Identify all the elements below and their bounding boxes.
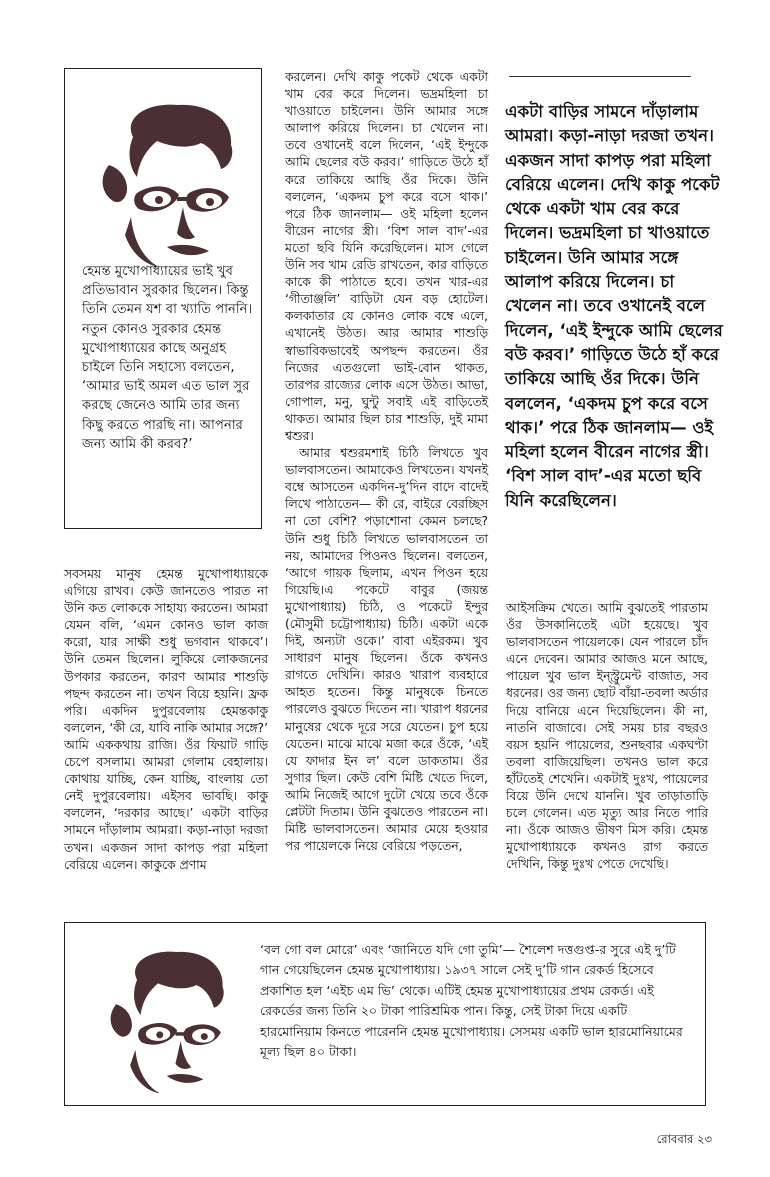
middle-paragraph-1: করলেন। দেখি কাকু পকেট থেকে একটা খাম বের করে দিলেন। ভদ্রমহিলা চা খাওয়াতে চাইলেন। উনি আমার সঙ্গে আলাপ করিয়ে দিলেন। চা খেলেন না। তবে ওখানেই বলে দিলেন, ‘এই ইন্দুকে আমি ছেলের বউ করব।’ গাড়িতে উঠে হাঁ করে তাকিয়ে আছি ওঁর দিকে। উনি বললেন, ‘একদম চুপ করে বসে থাক।’ পরে ঠিক জানলাম— ওই মহিলা হলেন বীরেন নাগের স্ত্রী। ‘বিশ সাল বাদ’-এর মতো ছবি যিনি করেছিলেন। মাস গেলে উনি সব খাম রেডি রাখতেন, কার বাড়িতে কাকে কী পাঠাতে হবে। তখন খার-এর ‘গীতাঞ্জলি’ বাড়িটা যেন বড় হোটেল। কলকাতার যে কোনও লোক বম্বে এলে, এখানেই উঠত। আর আমার শাশুড়ি স্বাভাবিকভাবেই অপছন্দ করতেন। ওঁর নিজের এতগুলো ভাই-বোন থাকত, তারপর রাজ্যের লোক এসে উঠত। আভা, গোপাল, মনু, ঘুন্টু সবাই এই বাড়িতেই থাকত। আমার ছিল চার শাশুড়ি, দুই মামা শ্বশুর। <box>285 70 488 443</box>
info-box-text: ‘বল গো বল মোরে’ এবং ‘জানিতে যদি গো তুমি’— শৈলেশ দত্তগুপ্ত-র সুরে এই দু’টি গান গেয়েছিলেন হেমন্ত মুখোপাধ্যায়। ১৯৩৭ সালে সেই দু’টি গান রেকর্ড হিসেবে প্রকাশিত হল ‘এইচ এম ভি’ থেকে। এটিই হেমন্ত মুখোপাধ্যায়ের প্রথম রেকর্ড। এই রেকর্ডের জন্য তিনি ২০ টাকা পারিশ্রমিক পান। কিন্তু, সেই টাকা দিয়ে একটি হারমোনিয়াম কিনতে পারেননি হেমন্ত মুখোপাধ্যায়। সেসময় একটি ভাল হারমোনিয়ামের মূল্য ছিল ৪০ টাকা। <box>260 942 683 1060</box>
sidebar-text: হেমন্ত মুখোপাধ্যায়ের ভাই খুব প্রতিভাবান সুরকার ছিলেন। কিন্তু তিনি তেমন যশ বা খ্যাতি পাননি। নতুন কোনও সুরকার হেমন্ত মুখোপাধ্যায়ের কাছে অনুগ্রহ চাইলে তিনি সহাস্যে বলতেন, ‘আমার ভাই অমল এত ভাল সুর করছে জেনেও আমি তার জন্য কিছু করতে পারছি না। আপনার জন্য আমি কী করব?’ <box>82 264 253 452</box>
middle-paragraph-2: আমার শ্বশুরমশাই চিঠি লিখতে খুব ভালবাসতেন। আমাকেও লিখতেন। যখনই বম্বে আসতেন একদিন-দু’দিন বাদে বাদেই লিখে পাঠাতেন— কী রে, বাইরে বেরচ্ছিস না তো বেশি? পড়াশোনা কেমন চলছে? উনি শুধু চিঠি লিখতে ভালবাসতেন তা নয়, আমাদের পিওনও ছিলেন। বলতেন, ‘আগে গায়ক ছিলাম, এখন পিওন হয়ে গিয়েছি।এ পকেটে বাবুর (জয়ন্ত মুখোপাধ্যায়) চিঠি, ও পকেটে ইন্দুর (মৌসুমী চট্টোপাধ্যায়) চিঠি। একটা একে দিই, অন্যটা ওকে।’ বাবা এইরকম। খুব সাধারণ মানুষ ছিলেন। ওঁকে কখনও রাগতে দেখিনি। কারও খারাপ ব্যবহারে আহত হতেন। কিন্তু মানুষকে চিনতে পারলেও বুঝতে দিতেন না। খারাপ ধরনের মানুষের থেকে দূরে সরে যেতেন। চুপ হয়ে যেতেন। মাঝে মাঝে মজা করে ওঁকে, ‘এই যে ফাদার ইন ল’ বলে ডাকতাম। ওঁর সুগার ছিল। কেউ বেশি মিষ্টি খেতে দিলে, আমি নিজেই আগে দুটো খেয়ে তবে ওঁকে প্লেটটা দিতাম। উনি বুঝতেও পারতেন না। মিষ্টি ভালবাসতেন। আমার মেয়ে হওয়ার পর পায়েলকে নিয়ে বেরিয়ে পড়তেন, <box>285 446 488 854</box>
sidebar-box <box>64 68 262 529</box>
info-box <box>64 922 706 1106</box>
pull-quote: একটা বাড়ির সামনে দাঁড়ালাম আমরা। কড়া-নাড়া দরজা তখন। একজন সাদা কাপড় পরা মহিলা বেরিয়ে এলেন। দেখি কাকু পকেট থেকে একটা খাম বের করে দিলেন। ভদ্রমহিলা চা খাওয়াতে চাইলেন। উনি আমার সঙ্গে আলাপ করিয়ে দিলেন। চা খেলেন না। তবে ওখানেই বলে দিলেন, ‘এই ইন্দুকে আমি ছেলের বউ করব।’ গাড়িতে উঠে হাঁ করে তাকিয়ে আছি ওঁর দিকে। উনি বললেন, ‘একদম চুপ করে বসে থাক।’ পরে ঠিক জানলাম— ওই মহিলা হলেন বীরেন নাগের স্ত্রী। ‘বিশ সাল বাদ’-এর মতো ছবি যিনি করেছিলেন। <box>505 102 723 510</box>
portrait-illustration <box>93 97 253 269</box>
pullquote-rule <box>509 76 691 77</box>
article-column-middle <box>285 69 488 855</box>
page-number: রোববার ২৩ <box>656 1132 712 1146</box>
portrait-illustration-small <box>97 945 247 1095</box>
article-column-right: আইসক্রিম খেতে। আমি বুঝতেই পারতাম ওঁর উসকানিতেই এটা হয়েছে। খুব ভালবাসতেন পায়েলকে। যেন পারলে চাঁদ এনে দেবেন। আমার আজও মনে আছে, পায়েল খুব ভাল ইন্স্ট্রুমেন্ট বাজাত, সব ধরনের। ওর জন্য ছোট বাঁয়া-তবলা অর্ডার দিয়ে বানিয়ে এনে দিয়েছিলেন। কী না, নাতনি বাজাবে। সেই সময় চার বছরও বয়স হয়নি পায়েলের, শুনছবার একঘণ্টা তবলা বাজিয়েছিল। তখনও ভাল করে হাঁটতেই শেখেনি। একটাই দুঃখ, পায়েলের বিয়ে উনি দেখে যাননি। খুব তাড়াতাড়ি চলে গেলেন। এত মৃত্যু আর নিতে পারি না। ওঁকে আজও ভীষণ মিস করি। হেমন্ত মুখোপাধ্যায়কে কখনও রাগ করতে দেখিনি, কিন্তু দুঃখ পেতে দেখেছি। <box>506 601 708 872</box>
article-column-left: সবসময় মানুষ হেমন্ত মুখোপাধ্যায়কে এগিয়ে রাখব। কেউ জানতেও পারত না উনি কত লোককে সাহায্য করতেন। আমরা যেমন বলি, ‘এমন কোনও ভাল কাজ করো, যার সাক্ষী শুধু ভগবান থাকবে’। উনি তেমন ছিলেন। লুকিয়ে লোকজনের উপকার করতেন, কারণ আমার শাশুড়ি পছন্দ করতেন না। তখন বিয়ে হয়নি। ফ্রক পরি। একদিন দুপুরবেলায় হেমন্তকাকু বললেন, ‘কী রে, যাবি নাকি আমার সঙ্গে?’ আমি এককথায় রাজি। ওঁর ফিয়াট গাড়ি চেপে বসলাম। আমরা গেলাম বেহালায়। কোথায় যাচ্ছি, কেন যাচ্ছি, বাংলায় তো নেই দুপুরবেলায়। এইসব ভাবছি। কাকু বললেন, ‘দরকার আছে।’ একটা বাড়ির সামনে দাঁড়ালাম আমরা। কড়া-নাড়া দরজা তখন। একজন সাদা কাপড় পরা মহিলা বেরিয়ে এলেন। কাকুকে প্রণাম <box>64 567 268 872</box>
